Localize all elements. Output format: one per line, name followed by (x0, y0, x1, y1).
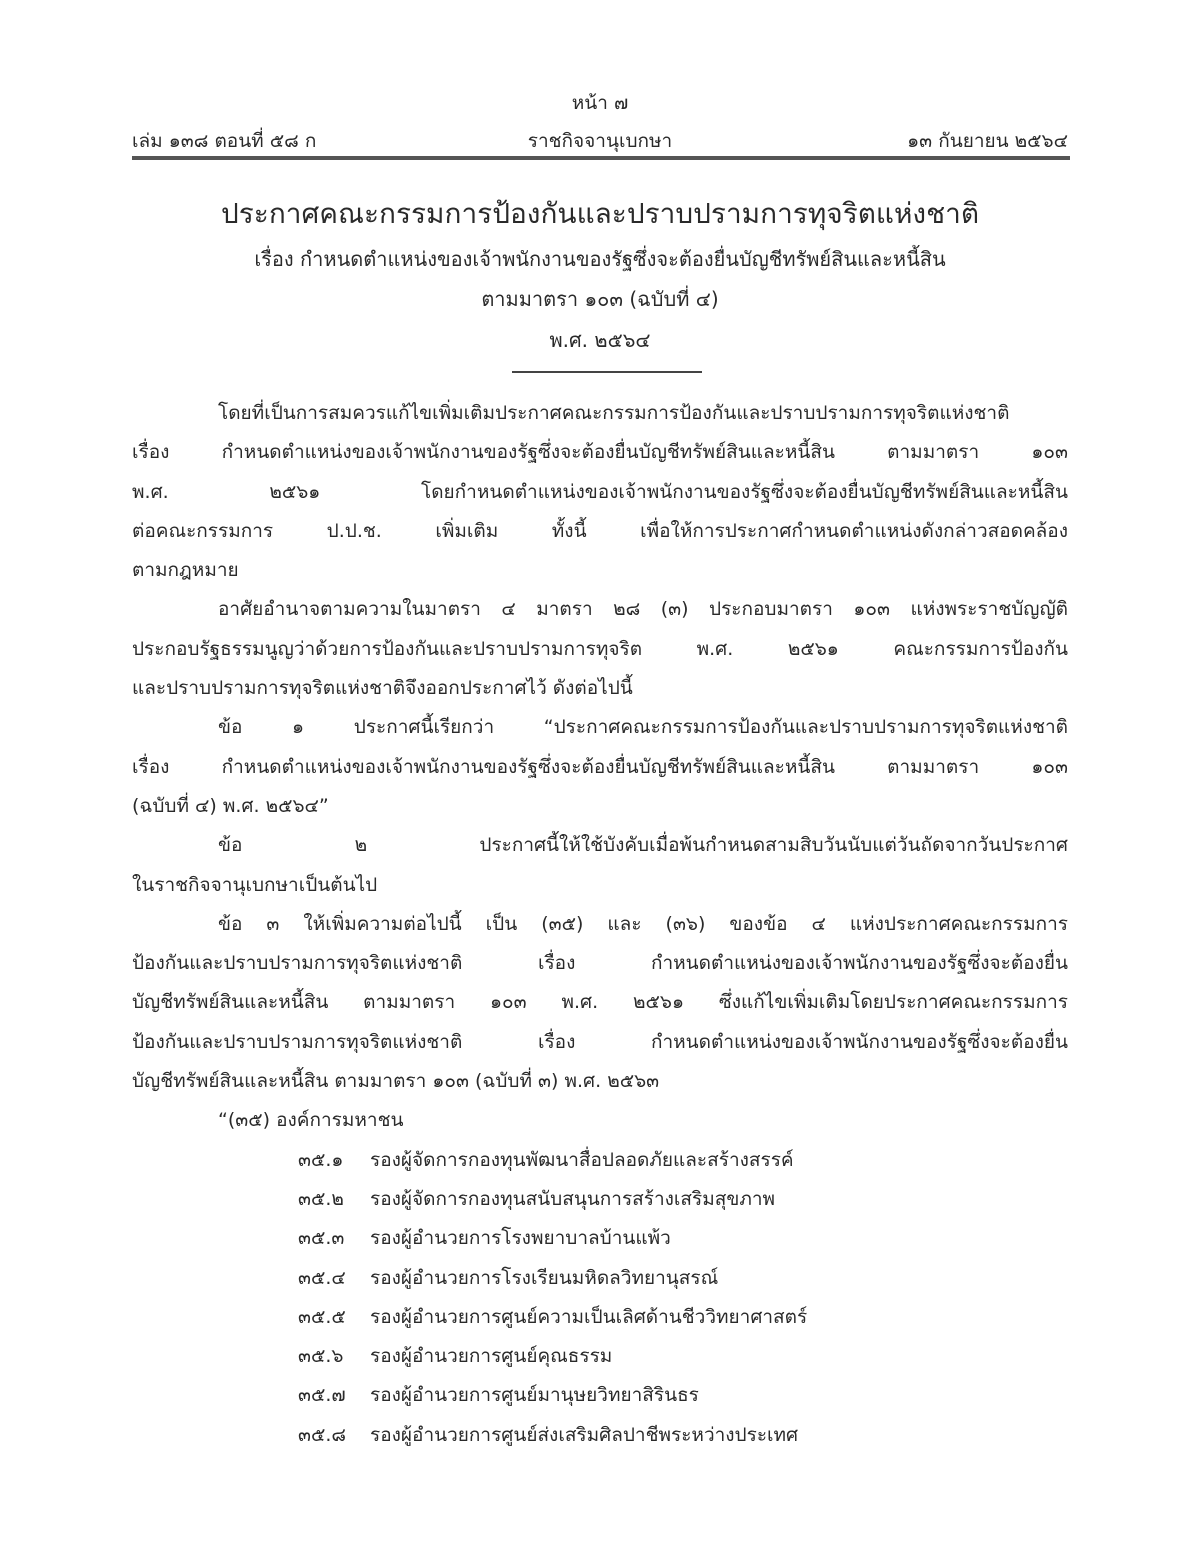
publication-date: ๑๓ กันยายน ๒๕๖๔ (907, 130, 1068, 152)
paragraph-line: อาศัยอำนาจตามความในมาตรา ๔ มาตรา ๒๘ (๓) ประกอบมาตรา ๑๐๓ แห่งพระราชบัญญัติ (218, 598, 1068, 621)
paragraph (132, 394, 1068, 590)
list-item (132, 1376, 1068, 1415)
volume-issue: เล่ม ๑๓๘ ตอนที่ ๕๘ ก (132, 130, 317, 152)
section-35-heading: “(๓๕) องค์การมหาชน (218, 1109, 404, 1132)
paragraph-line: ป้องกันและปราบปรามการทุจริตแห่งชาติ เรื่อง กำหนดตำแหน่งของเจ้าพนักงานของรัฐซึ่งจะต้องยื่น (132, 1030, 1068, 1053)
list-item (132, 1416, 1068, 1455)
list-item-text: รองผู้อำนวยการโรงพยาบาลบ้านแพ้ว (370, 1227, 671, 1250)
paragraph-line: ข้อ ๓ ให้เพิ่มความต่อไปนี้ เป็น (๓๕) และ (๓๖) ของข้อ ๔ แห่งประกาศคณะกรรมการ (218, 912, 1068, 935)
gazette-name: ราชกิจจานุเบกษา (527, 130, 673, 152)
list-item-number: ๓๕.๘ (298, 1423, 347, 1446)
list-item-number: ๓๕.๑ (298, 1148, 344, 1171)
paragraph-line: พ.ศ. ๒๕๖๑ โดยกำหนดตำแหน่งของเจ้าพนักงานของรัฐซึ่งจะต้องยื่นบัญชีทรัพย์สินและหนี้สิน (132, 480, 1068, 503)
paragraph-line: เรื่อง กำหนดตำแหน่งของเจ้าพนักงานของรัฐซึ่งจะต้องยื่นบัญชีทรัพย์สินและหนี้สิน ตามมาตรา ๑๐๓ (132, 441, 1068, 464)
list-item-number: ๓๕.๕ (298, 1305, 346, 1328)
paragraph-line: เรื่อง กำหนดตำแหน่งของเจ้าพนักงานของรัฐซึ่งจะต้องยื่นบัญชีทรัพย์สินและหนี้สิน ตามมาตรา ๑๐๓ (132, 755, 1068, 778)
announcement-title: ประกาศคณะกรรมการป้องกันและปราบปรามการทุจริตแห่งชาติ (220, 197, 980, 230)
paragraph-line: โดยที่เป็นการสมควรแก้ไขเพิ่มเติมประกาศคณะกรรมการป้องกันและปราบปรามการทุจริตแห่งชาติ (218, 402, 1010, 424)
paragraph-line: ตามกฎหมาย (132, 559, 239, 582)
title-divider (512, 371, 702, 373)
paragraph-line: (ฉบับที่ ๔) พ.ศ. ๒๕๖๔” (132, 794, 329, 817)
paragraph (132, 708, 1068, 826)
list-item-number: ๓๕.๒ (298, 1187, 344, 1210)
announcement-section: ตามมาตรา ๑๐๓ (ฉบับที่ ๔) (481, 287, 719, 311)
list-item (132, 1180, 1068, 1219)
paragraph-line: ในราชกิจจานุเบกษาเป็นต้นไป (132, 873, 378, 896)
list-item-number: ๓๕.๓ (298, 1227, 345, 1250)
list-item (132, 1219, 1068, 1258)
announcement-year: พ.ศ. ๒๕๖๔ (549, 328, 651, 352)
paragraph-line: ข้อ ๒ ประกาศนี้ให้ใช้บังคับเมื่อพ้นกำหนดสามสิบวันนับแต่วันถัดจากวันประกาศ (218, 834, 1068, 857)
document-body (132, 394, 1068, 1455)
list-item (132, 1259, 1068, 1298)
list-item-text: รองผู้อำนวยการโรงเรียนมหิดลวิทยานุสรณ์ (370, 1266, 719, 1289)
announcement-subject: เรื่อง กำหนดตำแหน่งของเจ้าพนักงานของรัฐซึ่งจะต้องยื่นบัญชีทรัพย์สินและหนี้สิน (254, 247, 946, 271)
list-item-text: รองผู้อำนวยการศูนย์คุณธรรม (370, 1345, 613, 1368)
header-divider (132, 156, 1070, 160)
paragraph-line: และปราบปรามการทุจริตแห่งชาติจึงออกประกาศไว้ ดังต่อไปนี้ (132, 677, 633, 700)
paragraph (132, 826, 1068, 905)
list-item-number: ๓๕.๖ (298, 1345, 344, 1368)
paragraph-line: ประกอบรัฐธรรมนูญว่าด้วยการป้องกันและปราบปรามการทุจริต พ.ศ. ๒๕๖๑ คณะกรรมการป้องกัน (132, 637, 1068, 660)
paragraph-line: ต่อคณะกรรมการ ป.ป.ช. เพิ่มเติม ทั้งนี้ เพื่อให้การประกาศกำหนดตำแหน่งดังกล่าวสอดคล้อง (132, 519, 1068, 542)
list-item-text: รองผู้อำนวยการศูนย์ส่งเสริมศิลปาชีพระหว่างประเทศ (370, 1423, 799, 1446)
paragraph-line: ข้อ ๑ ประกาศนี้เรียกว่า “ประกาศคณะกรรมการป้องกันและปราบปรามการทุจริตแห่งชาติ (218, 716, 1068, 739)
paragraph-line: บัญชีทรัพย์สินและหนี้สิน ตามมาตรา ๑๐๓ (ฉบับที่ ๓) พ.ศ. ๒๕๖๓ (132, 1070, 660, 1093)
paragraph-line: ป้องกันและปราบปรามการทุจริตแห่งชาติ เรื่อง กำหนดตำแหน่งของเจ้าพนักงานของรัฐซึ่งจะต้องยื่น (132, 952, 1068, 975)
list-item-number: ๓๕.๗ (298, 1384, 346, 1407)
list-item (132, 1337, 1068, 1376)
paragraph (132, 905, 1068, 1101)
list-item-text: รองผู้จัดการกองทุนสนับสนุนการสร้างเสริมสุขภาพ (370, 1187, 776, 1210)
paragraph-line: บัญชีทรัพย์สินและหนี้สิน ตามมาตรา ๑๐๓ พ.ศ. ๒๕๖๑ ซึ่งแก้ไขเพิ่มเติมโดยประกาศคณะกรรมการ (132, 991, 1068, 1014)
list-item-text: รองผู้อำนวยการศูนย์ความเป็นเลิศด้านชีววิทยาศาสตร์ (370, 1305, 808, 1328)
paragraph (132, 590, 1068, 708)
list-item-text: รองผู้อำนวยการศูนย์มานุษยวิทยาสิรินธร (370, 1384, 699, 1407)
list-item (132, 1141, 1068, 1180)
page-number: หน้า ๗ (571, 92, 629, 114)
list-item (132, 1298, 1068, 1337)
list-item-text: รองผู้จัดการกองทุนพัฒนาสื่อปลอดภัยและสร้างสรรค์ (370, 1148, 794, 1171)
list-item-number: ๓๕.๔ (298, 1266, 346, 1289)
